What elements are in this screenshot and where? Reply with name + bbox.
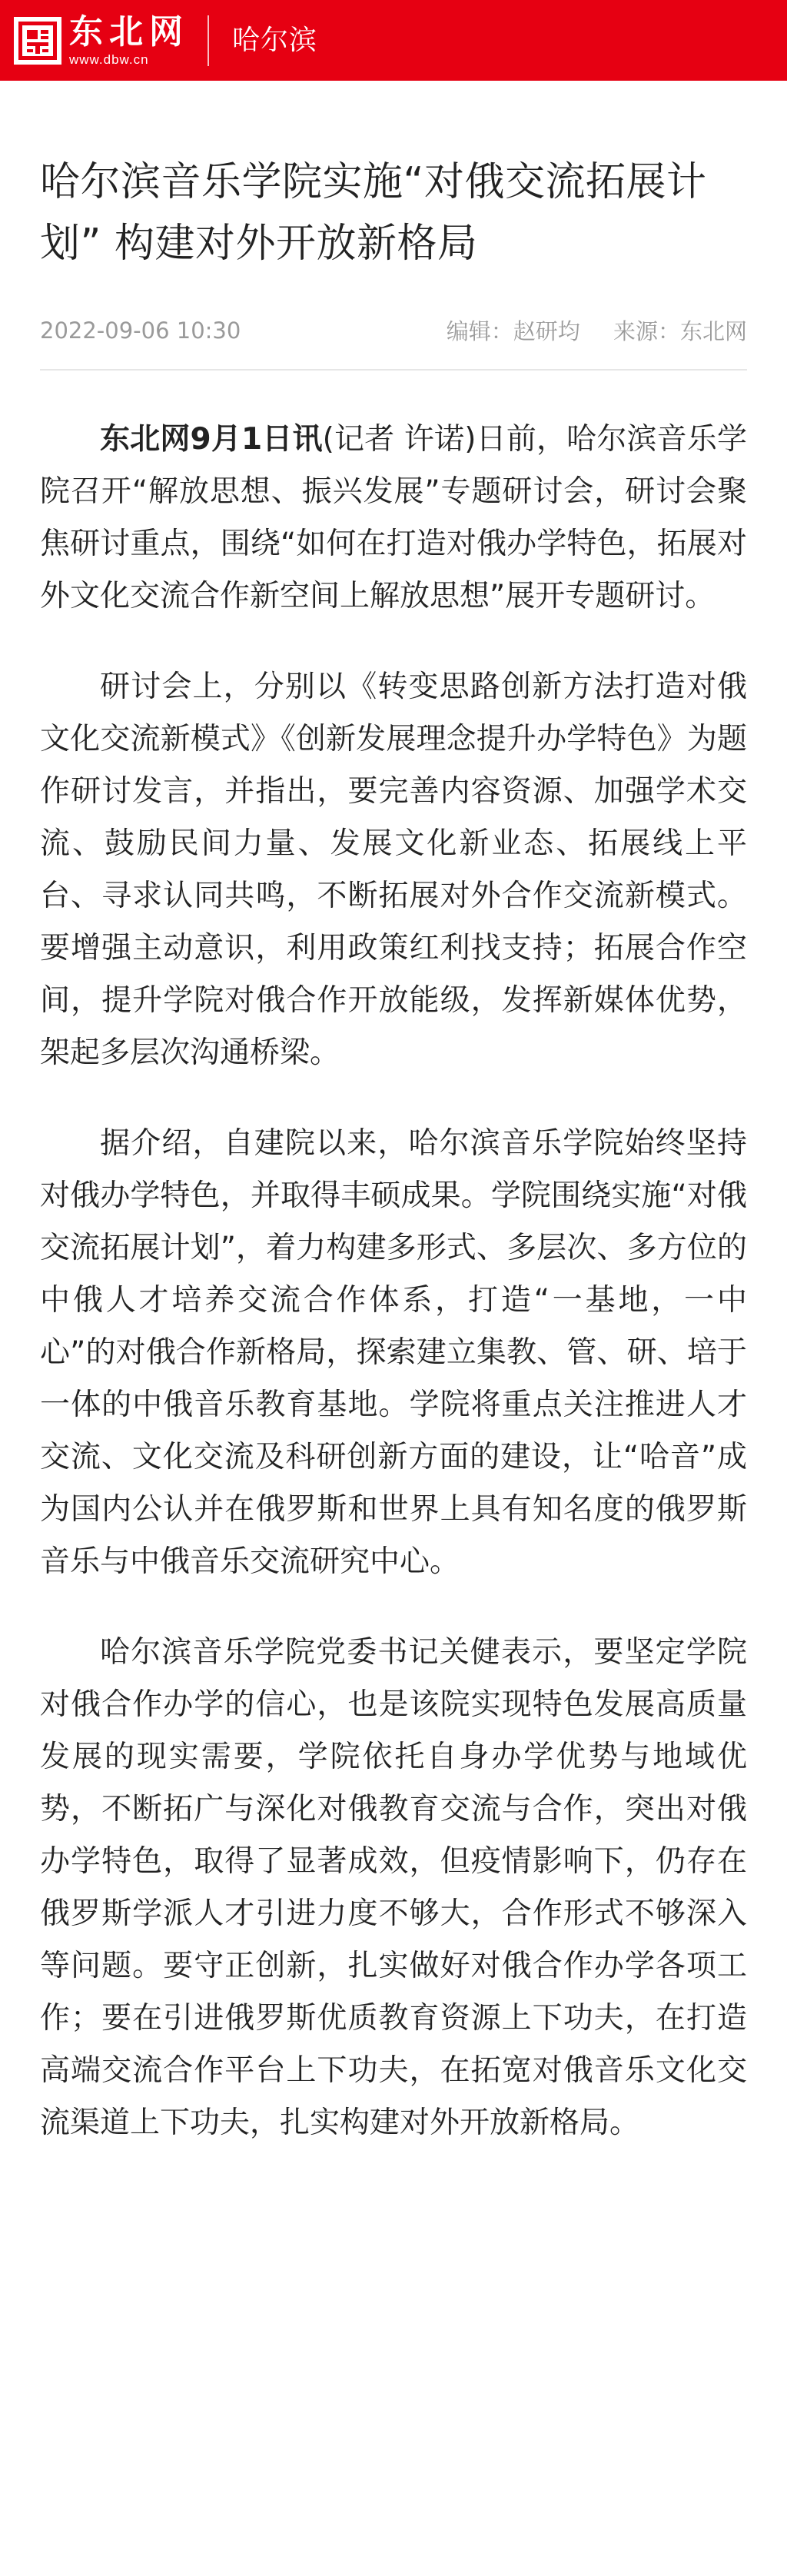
article-paragraph: 哈尔滨音乐学院党委书记关健表示，要坚定学院对俄合作办学的信心，也是该院实现特色发展高质量发展的现实需要，学院依托自身办学优势与地域优势，不断拓广与深化对俄教育交流与合作，突出对俄办学特色，取得了显著成效，但疫情影响下，仍存在俄罗斯学派人才引进力度不够大，合作形式不够深入等问题。要守正创新，扎实做好对俄合作办学各项工作；要在引进俄罗斯优质教育资源上下功夫，在打造高端交流合作平台上下功夫，在拓宽对俄音乐文化交流渠道上下功夫，扎实构建对外开放新格局。: [40, 1635, 747, 2140]
editor-label: 编辑：赵研均: [446, 318, 580, 344]
site-logo[interactable]: [14, 0, 189, 81]
meta-credits: [447, 314, 747, 346]
publish-date: 2022-09-06 10:30: [40, 317, 241, 344]
paragraph-text: (记者 许诺)日前，哈尔滨音乐学院召开“解放思想、振兴发展”专题研讨会，研讨会聚焦研讨重点，围绕“如何在打造对俄办学特色，拓展对外文化交流合作新空间上解放思想”展开专题研讨。: [40, 422, 748, 613]
article-paragraph: [40, 414, 747, 623]
logo-name: 东北网: [69, 12, 189, 52]
site-header: [0, 0, 787, 81]
article-meta: [40, 314, 747, 371]
header-divider: [208, 15, 209, 66]
channel-link[interactable]: 哈尔滨: [232, 24, 318, 56]
source-label: 来源：东北网: [613, 318, 747, 344]
dateline: 东北网9月1日讯: [100, 422, 323, 457]
dbw-logo-icon: [14, 17, 61, 65]
logo-url: www.dbw.cn: [69, 52, 149, 67]
article-paragraph: 研讨会上，分别以《转变思路创新方法打造对俄文化交流新模式》《创新发展理念提升办学特色》为题作研讨发言，并指出，要完善内容资源、加强学术交流、鼓励民间力量、发展文化新业态、拓展线上平台、寻求认同共鸣，不断拓展对外合作交流新模式。要增强主动意识，利用政策红利找支持；拓展合作空间，提升学院对俄合作开放能级，发挥新媒体优势，架起多层次沟通桥梁。: [40, 670, 747, 1070]
logo-text: [69, 14, 189, 68]
article: [40, 81, 747, 2149]
article-paragraph: 据介绍，自建院以来，哈尔滨音乐学院始终坚持对俄办学特色，并取得丰硕成果。学院围绕实施“对俄交流拓展计划”，着力构建多形式、多层次、多方位的中俄人才培养交流合作体系，打造“一基地，一中心”的对俄合作新格局，探索建立集教、管、研、培于一体的中俄音乐教育基地。学院将重点关注推进人才交流、文化交流及科研创新方面的建设，让“哈音”成为国内公认并在俄罗斯和世界上具有知名度的俄罗斯音乐与中俄音乐交流研究中心。: [40, 1126, 747, 1579]
article-title: 哈尔滨音乐学院实施“对俄交流拓展计划” 构建对外开放新格局: [40, 159, 707, 267]
